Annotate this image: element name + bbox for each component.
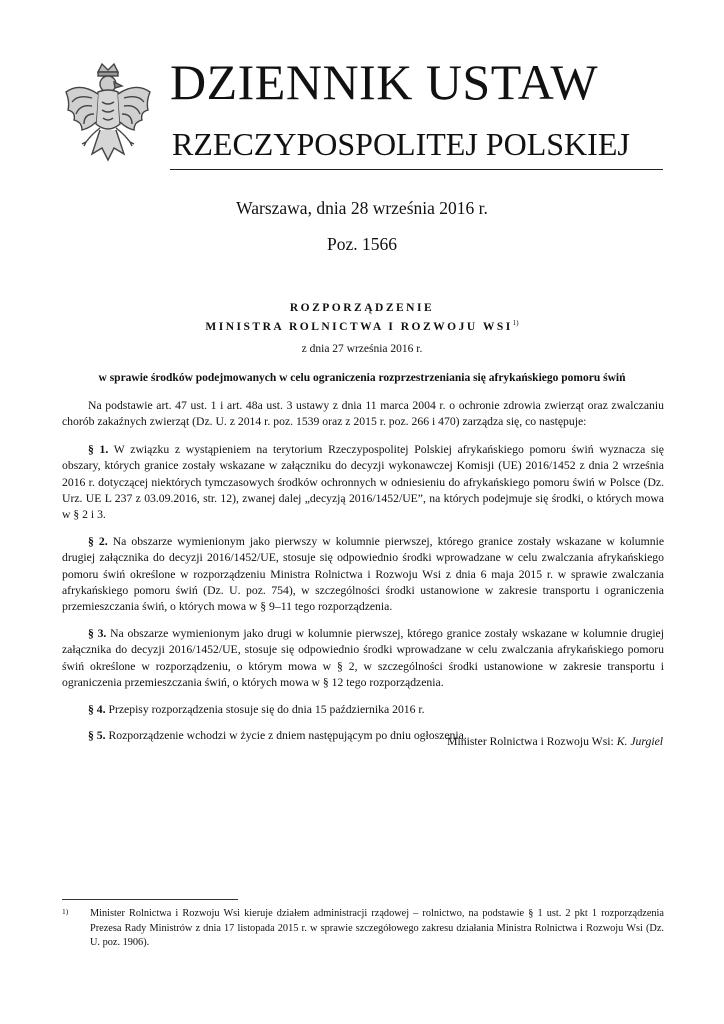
preamble-paragraph: Na podstawie art. 47 ust. 1 i art. 48a ust. 3 ustawy z dnia 11 marca 2004 r. o ochronie zdrowia zwierząt oraz zwalczaniu chorób zakaźnych zwierząt (Dz. U. z 2014 r. poz. 1539 oraz z 2015 r. poz. 266 i 470) zarządza się, co następuje: xyxy=(62,399,664,429)
footnote-reference[interactable]: 1) xyxy=(512,319,519,327)
section-label: § 3. xyxy=(88,626,107,640)
act-body xyxy=(62,398,664,754)
section-text: Przepisy rozporządzenia stosuje się do dnia 15 października 2016 r. xyxy=(108,702,425,716)
act-type-heading: ROZPORZĄDZENIE xyxy=(289,302,435,314)
issue-date: Warszawa, dnia 28 września 2016 r. xyxy=(236,198,488,218)
footnote-mark: 1) xyxy=(62,907,69,916)
section-paragraph xyxy=(62,534,664,616)
polish-eagle-emblem-icon xyxy=(62,62,154,172)
section-text: Rozporządzenie wchodzi w życie z dniem następującym po dniu ogłoszenia. xyxy=(108,728,467,742)
section-label: § 4. xyxy=(88,702,106,716)
section-paragraph xyxy=(62,442,664,524)
signature-line xyxy=(447,735,663,748)
section-paragraph xyxy=(62,626,664,692)
act-issuer-heading xyxy=(0,319,724,333)
section-label: § 2. xyxy=(88,534,108,548)
footnote-divider xyxy=(62,899,238,900)
footnote xyxy=(62,907,664,951)
gazette-title: DZIENNIK USTAW xyxy=(170,54,599,110)
gazette-subtitle: RZECZYPOSPOLITEJ POLSKIEJ xyxy=(172,126,630,162)
section-paragraph xyxy=(62,702,664,718)
section-text: Na obszarze wymienionym jako pierwszy w kolumnie pierwszej, którego granice zostały wskazane w kolumnie drugiej załącznika do decyzji 2016/1452/UE, stosuje się odpowiednio środki wprowadzane w celu zwalczania afrykańskiego pomoru świń określone w rozporządzeniu Ministra Rolnictwa i Rozwoju Wsi z dnia 6 maja 2015 r. w sprawie zwalczania afrykańskiego pomoru świń (Dz. U. poz. 754), w szczególności środki ustanowione w zakresie transportu i ograniczenia przemieszczania świń, o których mowa w § 9–11 tego rozporządzenia. xyxy=(62,534,665,614)
section-label: § 1. xyxy=(88,442,109,456)
act-issuer-text: MINISTRA ROLNICTWA I ROZWOJU WSI xyxy=(205,320,513,333)
position-number: Poz. 1566 xyxy=(327,234,397,254)
section-label: § 5. xyxy=(88,728,106,742)
section-text: W związku z wystąpieniem na terytorium Rzeczypospolitej Polskiej afrykańskiego pomoru świń wyznacza się obszary, których granice zostały wskazane w załączniku do decyzji wykonawczej Komisji (UE) 2016/1452 z dnia 2 września 2016 r. dotyczącej niektórych tymczasowych środków ochronnych w odniesieniu do afrykańskiego pomoru świń w Polsce (Dz. Urz. UE L 237 z 03.09.2016, str. 12), zwanej dalej „decyzją 2016/1452/UE”, na których podejmuje się środki, o których mowa w § 2 i 3. xyxy=(62,442,664,522)
act-subject: w sprawie środków podejmowanych w celu ograniczenia rozprzestrzeniania się afrykańskiego pomoru świń xyxy=(98,372,626,384)
header-divider xyxy=(170,169,663,170)
section-text: Na obszarze wymienionym jako drugi w kolumnie pierwszej, którego granice zostały wskazane w kolumnie drugiej załącznika do decyzji 2016/1452/UE, stosuje się odpowiednio środki wprowadzane w celu zwalczania afrykańskiego pomoru świń określone w rozporządzeniu, o którym mowa w § 2, w szczególności środki ustanowione w zakresie transportu i ograniczenia przemieszczania świń, o których mowa w § 12 tego rozporządzenia. xyxy=(62,626,664,690)
signatory-role: Minister Rolnictwa i Rozwoju Wsi: xyxy=(447,735,614,748)
signatory-name: K. Jurgiel xyxy=(616,735,663,748)
footnote-text: Minister Rolnictwa i Rozwoju Wsi kieruje działem administracji rządowej – rolnictwo, na podstawie § 1 ust. 2 pkt 1 rozporządzenia Prezesa Rady Ministrów z dnia 17 listopada 2015 r. w sprawie szczegółowego zakresu działania Ministra Rolnictwa i Rozwoju Wsi (Dz. U. poz. 1906). xyxy=(90,908,664,949)
act-date: z dnia 27 września 2016 r. xyxy=(301,343,423,355)
